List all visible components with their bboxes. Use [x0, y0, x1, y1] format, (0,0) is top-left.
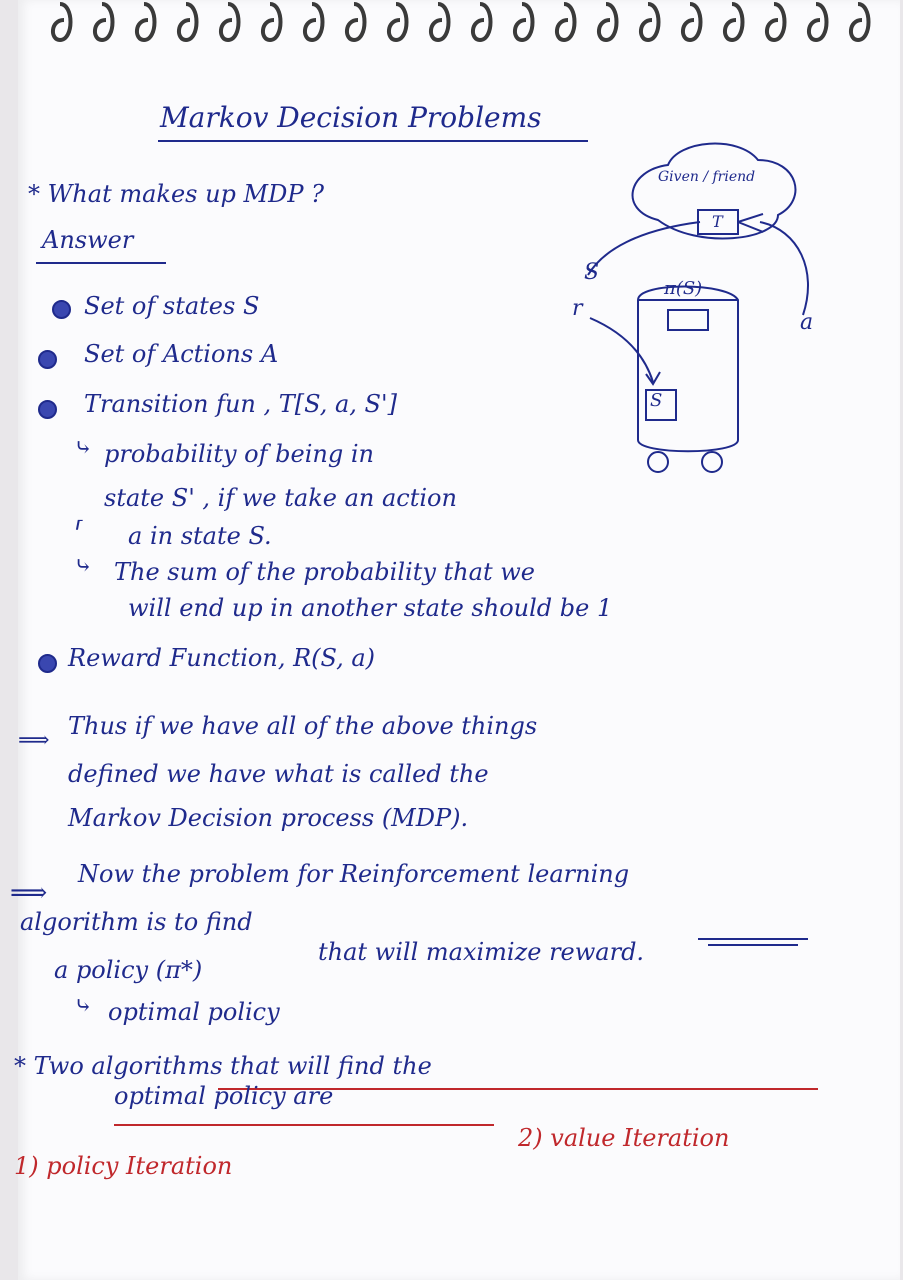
cloud-label: Given / friend	[658, 169, 756, 185]
binding-coil	[431, 4, 449, 40]
robot-diagram	[18, 0, 900, 500]
item-states: Set of states S	[84, 292, 260, 320]
binding-coil	[137, 4, 155, 40]
state-label: S	[584, 260, 600, 285]
question-text: * What makes up MDP ?	[28, 180, 325, 208]
reward-underline	[708, 944, 798, 946]
binding-coil	[263, 4, 281, 40]
answer-label: Answer	[42, 226, 134, 254]
binding-coil	[557, 4, 575, 40]
note-sum-1: The sum of the probability that we	[114, 558, 535, 586]
spiral-binding-icon	[0, 0, 903, 62]
binding-coil	[473, 4, 491, 40]
binding-coil	[641, 4, 659, 40]
robot-wheel	[648, 452, 668, 472]
item-reward: Reward Function, R(S, a)	[68, 644, 376, 672]
transition-label: T	[712, 212, 723, 231]
reward-label: r	[572, 296, 583, 321]
problem-line-4: that will maximize reward.	[318, 938, 645, 966]
arrow-icon: ⤷	[74, 554, 93, 579]
binding-coil	[95, 4, 113, 40]
binding-coil	[599, 4, 617, 40]
implies-icon: ⟹	[10, 878, 48, 908]
binding-coil	[347, 4, 365, 40]
robot-state-label: S	[650, 390, 663, 411]
summary-line-3: Markov Decision process (MDP).	[68, 804, 469, 832]
page-title: Markov Decision Problems	[160, 101, 542, 134]
binding-coil	[767, 4, 785, 40]
two-algos-underline	[114, 1124, 494, 1126]
reward-underline	[698, 938, 808, 940]
problem-line-2: algorithm is to find	[20, 908, 253, 936]
binding-coil	[809, 4, 827, 40]
binding-coil	[179, 4, 197, 40]
algorithm-value-iteration: 2) value Iteration	[518, 1124, 730, 1152]
item-transition: Transition fun , T[S, a, S']	[84, 390, 397, 418]
note-sum-2: will end up in another state should be 1	[128, 594, 613, 622]
binding-coil	[851, 4, 869, 40]
state-arc	[588, 222, 700, 275]
robot-body	[638, 287, 738, 452]
problem-line-3: a policy (π*)	[54, 956, 203, 984]
binding-coil	[53, 4, 71, 40]
two-algos-line-1: * Two algorithms that will find the	[14, 1052, 432, 1080]
policy-label: π(S)	[664, 278, 703, 299]
action-label: a	[800, 310, 814, 335]
algorithm-policy-iteration: 1) policy Iteration	[14, 1152, 233, 1180]
item-actions: Set of Actions A	[84, 340, 279, 368]
bracket-icon: ⸢	[74, 518, 83, 543]
binding-coil	[725, 4, 743, 40]
note-probability-2: state S' , if we take an action	[104, 484, 457, 512]
action-arc	[760, 222, 808, 315]
note-probability-1: probability of being in	[104, 440, 374, 468]
notebook-page	[10, 0, 900, 1280]
binding-coil	[389, 4, 407, 40]
policy-screen	[668, 310, 708, 330]
bullet-icon	[38, 654, 57, 673]
note-probability-3: a in state S.	[128, 522, 272, 550]
binding-coil	[305, 4, 323, 40]
robot-wheel	[702, 452, 722, 472]
binding-coil	[515, 4, 533, 40]
binding-coil	[683, 4, 701, 40]
implies-icon: ⟹	[18, 728, 50, 753]
arrow-icon: ⤷	[74, 436, 93, 461]
arrow-icon: ⤷	[74, 994, 93, 1019]
problem-line-5: optimal policy	[108, 998, 280, 1026]
summary-line-2: defined we have what is called the	[68, 760, 489, 788]
summary-line-1: Thus if we have all of the above things	[68, 712, 538, 740]
binding-coil	[221, 4, 239, 40]
problem-line-1: Now the problem for Reinforcement learning	[78, 860, 630, 888]
reward-arrow	[590, 318, 653, 382]
two-algos-line-2: optimal policy are	[114, 1082, 334, 1110]
